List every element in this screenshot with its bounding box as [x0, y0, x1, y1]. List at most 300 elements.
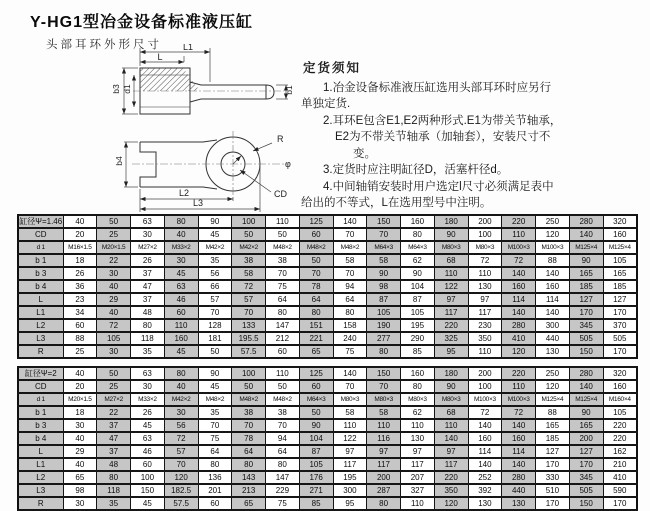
value-cell: 104: [401, 280, 435, 293]
value-cell: M48×2: [266, 241, 300, 254]
row-label: L3: [18, 484, 63, 497]
value-cell: 127: [536, 445, 570, 458]
value-cell: 80: [198, 458, 232, 471]
value-cell: 34: [63, 306, 97, 319]
value-cell: 97: [333, 445, 367, 458]
dim-label-r: R: [277, 134, 284, 144]
value-cell: 90: [434, 380, 468, 393]
row-label: L: [18, 293, 63, 306]
table-row: [18, 280, 637, 293]
value-cell: 240: [333, 332, 367, 345]
value-cell: 213: [232, 484, 266, 497]
value-cell: 105: [603, 254, 637, 267]
value-cell: 170: [569, 306, 603, 319]
bore-column-header: 125: [299, 367, 333, 380]
value-cell: 110: [367, 419, 401, 432]
value-cell: M80×3: [434, 393, 468, 406]
value-cell: M20×1.5: [97, 241, 131, 254]
value-cell: 62: [401, 406, 435, 419]
value-cell: 56: [164, 419, 198, 432]
value-cell: 97: [434, 293, 468, 306]
value-cell: 128: [198, 319, 232, 332]
value-cell: 140: [502, 306, 536, 319]
value-cell: 20: [63, 228, 97, 241]
value-cell: 280: [502, 319, 536, 332]
dim-label-d1: d1: [122, 84, 132, 94]
value-cell: 62: [401, 254, 435, 267]
table-row: [18, 380, 637, 393]
value-cell: 110: [434, 419, 468, 432]
table-row: [18, 293, 637, 306]
value-cell: M80×3: [401, 393, 435, 406]
bore-column-header: 100: [232, 367, 266, 380]
value-cell: 170: [536, 458, 570, 471]
table-row: [18, 471, 637, 484]
value-cell: M160×4: [603, 393, 637, 406]
value-cell: 60: [198, 497, 232, 510]
value-cell: M48×2: [333, 241, 367, 254]
dim-label-phi: φ: [285, 159, 291, 169]
value-cell: 229: [266, 484, 300, 497]
value-cell: 58: [232, 267, 266, 280]
value-cell: 130: [468, 497, 502, 510]
dim-label-l3: L3: [192, 198, 204, 208]
bore-column-header: 90: [198, 367, 232, 380]
bore-column-header: 250: [536, 367, 570, 380]
value-cell: 80: [367, 497, 401, 510]
value-cell: 80: [266, 458, 300, 471]
bore-column-header: 160: [401, 367, 435, 380]
row-label: L1: [18, 458, 63, 471]
value-cell: 66: [198, 280, 232, 293]
value-cell: 105: [603, 406, 637, 419]
value-cell: 95: [333, 497, 367, 510]
dim-label-b1: b1: [284, 85, 294, 95]
value-cell: 160: [164, 332, 198, 345]
value-cell: 57.5: [164, 497, 198, 510]
notes-line: 单独定货.: [301, 98, 351, 110]
value-cell: 160: [536, 280, 570, 293]
value-cell: 75: [266, 497, 300, 510]
value-cell: M80×3: [367, 393, 401, 406]
value-cell: 118: [131, 332, 165, 345]
value-cell: 165: [569, 267, 603, 280]
value-cell: 220: [603, 419, 637, 432]
value-cell: 50: [299, 254, 333, 267]
dim-label-l1: L1: [182, 44, 194, 52]
table-row: [18, 241, 637, 254]
value-cell: 72: [468, 406, 502, 419]
value-cell: 118: [97, 484, 131, 497]
bore-column-header: 50: [97, 215, 131, 228]
value-cell: 25: [97, 228, 131, 241]
value-cell: 130: [536, 345, 570, 358]
value-cell: 87: [299, 445, 333, 458]
value-cell: 60: [299, 380, 333, 393]
value-cell: 29: [63, 445, 97, 458]
value-cell: M125×4: [569, 241, 603, 254]
value-cell: 70: [266, 267, 300, 280]
value-cell: 80: [299, 306, 333, 319]
value-cell: 64: [266, 445, 300, 458]
value-cell: M80×3: [333, 393, 367, 406]
value-cell: 290: [401, 332, 435, 345]
bore-column-header: 320: [603, 367, 637, 380]
value-cell: 75: [266, 280, 300, 293]
value-cell: 116: [367, 432, 401, 445]
value-cell: 181: [198, 332, 232, 345]
value-cell: 64: [198, 445, 232, 458]
value-cell: 35: [97, 497, 131, 510]
value-cell: 37: [131, 267, 165, 280]
value-cell: 30: [97, 267, 131, 280]
table-row: [18, 497, 637, 510]
row-label: d 1: [18, 393, 63, 406]
value-cell: 46: [164, 293, 198, 306]
value-cell: 100: [468, 380, 502, 393]
value-cell: 50: [266, 228, 300, 241]
value-cell: 90: [434, 228, 468, 241]
bore-column-header: 140: [333, 215, 367, 228]
value-cell: M100×3: [468, 393, 502, 406]
value-cell: 185: [603, 280, 637, 293]
value-cell: 300: [536, 319, 570, 332]
value-cell: 110: [164, 319, 198, 332]
row-label: b 4: [18, 280, 63, 293]
value-cell: 151: [299, 319, 333, 332]
table-row: [18, 254, 637, 267]
value-cell: 160: [603, 228, 637, 241]
value-cell: 88: [63, 332, 97, 345]
value-cell: 78: [232, 432, 266, 445]
value-cell: 280: [502, 471, 536, 484]
value-cell: 65: [232, 497, 266, 510]
value-cell: 47: [97, 432, 131, 445]
value-cell: 440: [502, 484, 536, 497]
value-cell: 25: [97, 380, 131, 393]
value-cell: 95: [434, 345, 468, 358]
value-cell: 140: [502, 419, 536, 432]
value-cell: 117: [367, 458, 401, 471]
value-cell: 110: [434, 267, 468, 280]
value-cell: 160: [502, 280, 536, 293]
value-cell: 78: [299, 280, 333, 293]
value-cell: 45: [164, 267, 198, 280]
value-cell: M48×2: [299, 241, 333, 254]
value-cell: M64×3: [367, 241, 401, 254]
value-cell: 30: [63, 497, 97, 510]
value-cell: 110: [333, 419, 367, 432]
value-cell: M125×4: [603, 241, 637, 254]
value-cell: M125×4: [569, 393, 603, 406]
value-cell: M33×2: [164, 241, 198, 254]
value-cell: 140: [468, 419, 502, 432]
value-cell: 94: [266, 432, 300, 445]
notes-line: 4.中间轴销安装时用户选定l尺寸必须满足表中: [323, 180, 554, 193]
bore-column-header: 40: [63, 367, 97, 380]
bore-column-header: 110: [266, 215, 300, 228]
value-cell: 72: [97, 319, 131, 332]
value-cell: M27×2: [131, 241, 165, 254]
row-label: R: [18, 497, 63, 510]
row-label: b 3: [18, 267, 63, 280]
value-cell: 23: [63, 293, 97, 306]
value-cell: 63: [131, 432, 165, 445]
value-cell: 220: [434, 319, 468, 332]
value-cell: 136: [198, 471, 232, 484]
value-cell: M20×1.5: [63, 393, 97, 406]
value-cell: M64×3: [299, 393, 333, 406]
bore-column-header: 110: [266, 367, 300, 380]
rod-eye-dimension-drawing: [88, 44, 300, 214]
value-cell: 110: [401, 497, 435, 510]
row-label: CD: [18, 380, 63, 393]
value-cell: 70: [266, 419, 300, 432]
bore-column-header: 320: [603, 215, 637, 228]
value-cell: 165: [536, 419, 570, 432]
value-cell: 50: [266, 380, 300, 393]
value-cell: 30: [131, 228, 165, 241]
value-cell: M33×2: [131, 393, 165, 406]
value-cell: 130: [401, 432, 435, 445]
value-cell: 440: [536, 332, 570, 345]
row-label: L2: [18, 471, 63, 484]
value-cell: 70: [232, 306, 266, 319]
value-cell: 345: [569, 471, 603, 484]
dim-label-l: L: [157, 52, 163, 62]
value-cell: M42×2: [232, 241, 266, 254]
value-cell: 85: [401, 345, 435, 358]
value-cell: 80: [232, 458, 266, 471]
value-cell: 90: [569, 254, 603, 267]
value-cell: 38: [266, 254, 300, 267]
row-label: b 1: [18, 254, 63, 267]
value-cell: 117: [401, 458, 435, 471]
value-cell: 170: [603, 345, 637, 358]
value-cell: M42×2: [164, 393, 198, 406]
value-cell: 97: [401, 445, 435, 458]
value-cell: 30: [63, 419, 97, 432]
value-cell: 72: [468, 254, 502, 267]
value-cell: 63: [164, 280, 198, 293]
value-cell: 57: [164, 445, 198, 458]
value-cell: 50: [299, 406, 333, 419]
value-cell: 87: [401, 293, 435, 306]
value-cell: 140: [536, 306, 570, 319]
value-cell: 505: [569, 484, 603, 497]
value-cell: 158: [333, 319, 367, 332]
bore-column-header: 250: [536, 215, 570, 228]
value-cell: 100: [468, 228, 502, 241]
bore-column-header: 280: [569, 215, 603, 228]
value-cell: 117: [333, 458, 367, 471]
value-cell: 58: [367, 254, 401, 267]
value-cell: 221: [299, 332, 333, 345]
bore-column-header: 140: [333, 367, 367, 380]
value-cell: 165: [569, 419, 603, 432]
value-cell: 220: [434, 471, 468, 484]
page-subtitle: 头部耳环外形尺寸: [46, 39, 162, 51]
value-cell: 170: [569, 458, 603, 471]
value-cell: 88: [536, 254, 570, 267]
row-label: b 3: [18, 419, 63, 432]
table-row: [18, 445, 637, 458]
value-cell: M100×3: [536, 241, 570, 254]
value-cell: 40: [97, 306, 131, 319]
value-cell: 37: [97, 419, 131, 432]
value-cell: 185: [569, 280, 603, 293]
value-cell: 68: [434, 406, 468, 419]
value-cell: 80: [333, 306, 367, 319]
row-label: b 4: [18, 432, 63, 445]
value-cell: 271: [299, 484, 333, 497]
value-cell: 85: [299, 497, 333, 510]
value-cell: 30: [164, 254, 198, 267]
value-cell: M125×4: [536, 393, 570, 406]
value-cell: 140: [502, 458, 536, 471]
value-cell: 70: [164, 458, 198, 471]
dimension-table-ratio-1-46: [17, 214, 638, 359]
value-cell: 300: [333, 484, 367, 497]
value-cell: 87: [367, 293, 401, 306]
value-cell: 88: [536, 406, 570, 419]
bore-column-header: 50: [97, 367, 131, 380]
value-cell: 110: [401, 419, 435, 432]
value-cell: 200: [569, 432, 603, 445]
value-cell: 160: [468, 432, 502, 445]
value-cell: 100: [131, 471, 165, 484]
value-cell: 97: [434, 445, 468, 458]
value-cell: 75: [198, 432, 232, 445]
value-cell: 35: [131, 345, 165, 358]
value-cell: 127: [569, 293, 603, 306]
value-cell: 120: [502, 345, 536, 358]
value-cell: 182.5: [164, 484, 198, 497]
bore-column-header: 200: [468, 367, 502, 380]
value-cell: 22: [97, 254, 131, 267]
value-cell: M100×3: [502, 393, 536, 406]
value-cell: 64: [232, 445, 266, 458]
bore-column-header: 200: [468, 215, 502, 228]
value-cell: 72: [502, 406, 536, 419]
value-cell: M48×2: [266, 393, 300, 406]
value-cell: 200: [367, 471, 401, 484]
value-cell: 40: [97, 280, 131, 293]
value-cell: 170: [603, 306, 637, 319]
value-cell: 80: [131, 319, 165, 332]
value-cell: 110: [502, 228, 536, 241]
value-cell: 70: [367, 380, 401, 393]
value-cell: 72: [502, 254, 536, 267]
value-cell: 40: [63, 432, 97, 445]
value-cell: 392: [468, 484, 502, 497]
value-cell: 201: [198, 484, 232, 497]
value-cell: 64: [299, 293, 333, 306]
value-cell: M48×2: [198, 393, 232, 406]
row-label: L3: [18, 332, 63, 345]
table-corner-label: 缸径Ψ=1.46: [19, 217, 63, 226]
value-cell: 130: [468, 280, 502, 293]
value-cell: 90: [569, 406, 603, 419]
value-cell: 287: [367, 484, 401, 497]
value-cell: 45: [131, 419, 165, 432]
value-cell: 130: [502, 497, 536, 510]
value-cell: 114: [468, 445, 502, 458]
value-cell: 94: [333, 280, 367, 293]
bore-column-header: 80: [164, 215, 198, 228]
table-row: [18, 419, 637, 432]
value-cell: 160: [603, 380, 637, 393]
value-cell: 97: [468, 293, 502, 306]
value-cell: 195: [401, 319, 435, 332]
value-cell: 140: [569, 380, 603, 393]
row-label: R: [18, 345, 63, 358]
value-cell: 162: [603, 445, 637, 458]
table-header-row: [18, 367, 637, 380]
value-cell: 230: [468, 319, 502, 332]
value-cell: 120: [536, 228, 570, 241]
row-label: L1: [18, 306, 63, 319]
value-cell: 45: [198, 228, 232, 241]
value-cell: 60: [164, 306, 198, 319]
value-cell: 64: [266, 293, 300, 306]
value-cell: 60: [266, 345, 300, 358]
value-cell: 105: [401, 306, 435, 319]
value-cell: 590: [603, 484, 637, 497]
value-cell: 70: [367, 228, 401, 241]
value-cell: 195: [333, 471, 367, 484]
section-hatch: [140, 68, 200, 91]
value-cell: 40: [63, 458, 97, 471]
bore-column-header: 180: [434, 215, 468, 228]
value-cell: 114: [502, 445, 536, 458]
value-cell: 133: [232, 319, 266, 332]
value-cell: 150: [569, 345, 603, 358]
value-cell: 37: [97, 445, 131, 458]
value-cell: 75: [333, 345, 367, 358]
value-cell: 57: [198, 293, 232, 306]
value-cell: 36: [63, 280, 97, 293]
table-row: [18, 267, 637, 280]
value-cell: M64×3: [401, 241, 435, 254]
row-label: b 1: [18, 406, 63, 419]
value-cell: 90: [401, 267, 435, 280]
value-cell: M80×3: [468, 241, 502, 254]
value-cell: 212: [266, 332, 300, 345]
value-cell: M100×3: [502, 241, 536, 254]
value-cell: 410: [603, 471, 637, 484]
value-cell: M48×2: [232, 393, 266, 406]
value-cell: M42×2: [198, 241, 232, 254]
value-cell: 117: [434, 458, 468, 471]
row-label: d 1: [18, 241, 63, 254]
value-cell: 345: [569, 319, 603, 332]
value-cell: 45: [164, 345, 198, 358]
value-cell: 40: [164, 380, 198, 393]
value-cell: 26: [131, 406, 165, 419]
value-cell: 58: [367, 406, 401, 419]
bore-column-header: 160: [401, 215, 435, 228]
value-cell: 29: [97, 293, 131, 306]
value-cell: 98: [63, 484, 97, 497]
value-cell: 38: [266, 406, 300, 419]
notes-line: E2为不带关节轴承（加轴套），安装尺寸不: [335, 131, 551, 143]
value-cell: 56: [198, 267, 232, 280]
value-cell: 46: [131, 445, 165, 458]
bore-column-header: 220: [502, 367, 536, 380]
table-row: [18, 406, 637, 419]
bore-column-header: 100: [232, 215, 266, 228]
